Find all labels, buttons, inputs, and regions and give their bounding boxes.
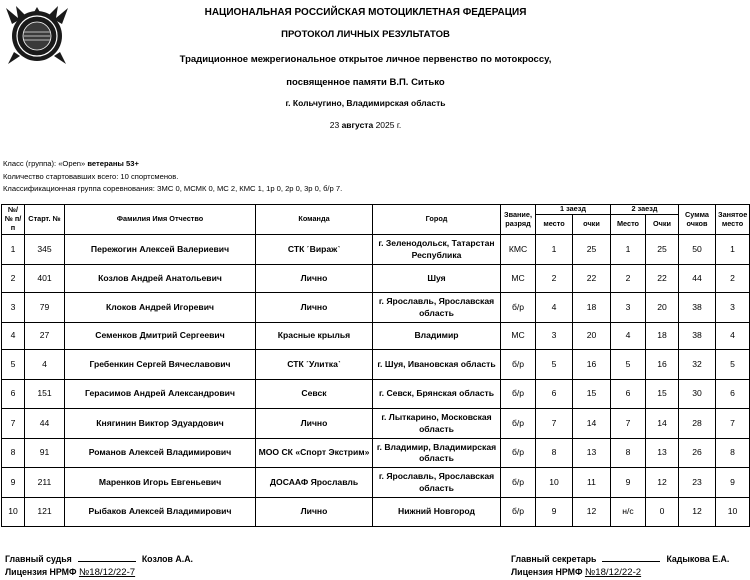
city-cell: г. Шуя, Ивановская область <box>373 350 501 380</box>
rank-cell: б/р <box>501 350 536 380</box>
city-cell: Нижний Новгород <box>373 498 501 527</box>
race1-place-cell: 3 <box>536 323 573 350</box>
header-team: Команда <box>256 205 373 235</box>
sum-points-cell: 28 <box>679 409 716 439</box>
row-number-cell: 8 <box>2 439 25 468</box>
final-place-cell: 10 <box>716 498 750 527</box>
race1-place-cell: 10 <box>536 468 573 498</box>
race2-place-cell: 3 <box>611 293 646 323</box>
rider-name-cell: Рыбаков Алексей Владимирович <box>65 498 256 527</box>
race2-place-cell: 4 <box>611 323 646 350</box>
secretary-license-label: Лицензия НРМФ <box>511 567 585 577</box>
city-cell: г. Лыткарино, Московская область <box>373 409 501 439</box>
start-number-cell: 401 <box>25 265 65 293</box>
event-location: г. Кольчугино, Владимирская область <box>285 98 446 108</box>
race1-place-cell: 8 <box>536 439 573 468</box>
race2-place-cell: 9 <box>611 468 646 498</box>
final-place-cell: 5 <box>716 350 750 380</box>
event-date <box>0 120 731 130</box>
rider-name-cell: Княгинин Виктор Эдуардович <box>65 409 256 439</box>
classification-group: Классификационная группа соревнования: ЗМС 0, МСМК 0, МС 2, КМС 1, 1р 0, 2р 0, 3р 0, б/р 7. <box>3 184 343 193</box>
race1-place-cell: 9 <box>536 498 573 527</box>
race1-points-cell: 22 <box>573 265 611 293</box>
header-race1-place: место <box>536 215 573 235</box>
date-year: 2025 г. <box>375 120 402 130</box>
race2-points-cell: 18 <box>646 323 679 350</box>
table-row <box>2 350 750 380</box>
start-number-cell: 121 <box>25 498 65 527</box>
judge-name: Козлов А.А. <box>141 554 193 564</box>
race2-points-cell: 13 <box>646 439 679 468</box>
header-final-place: Занятое место <box>716 205 750 235</box>
final-place-cell: 1 <box>716 235 750 265</box>
start-number-cell: 79 <box>25 293 65 323</box>
sum-points-cell: 26 <box>679 439 716 468</box>
rider-name-cell: Семенков Дмитрий Сергеевич <box>65 323 256 350</box>
row-number-cell: 1 <box>2 235 25 265</box>
race2-place-cell: 1 <box>611 235 646 265</box>
chief-judge-signature <box>5 553 193 564</box>
header-race2-points: Очки <box>646 215 679 235</box>
sum-points-cell: 38 <box>679 293 716 323</box>
rank-cell: б/р <box>501 380 536 409</box>
final-place-cell: 2 <box>716 265 750 293</box>
team-name-cell: ДОСААФ Ярославль <box>256 468 373 498</box>
header-nn: №/№ п/п <box>2 205 25 235</box>
federation-title: НАЦИОНАЛЬНАЯ РОССИЙСКАЯ МОТОЦИКЛЕТНАЯ ФЕДЕРАЦИЯ <box>204 7 527 18</box>
rank-cell: б/р <box>501 293 536 323</box>
class-prefix: Класс (группа): «Open» <box>3 159 88 168</box>
chief-secretary-signature <box>511 553 729 564</box>
judge-license-number: №18/12/22-7 <box>78 567 136 578</box>
race2-place-cell: 5 <box>611 350 646 380</box>
rank-cell: б/р <box>501 468 536 498</box>
sum-points-cell: 30 <box>679 380 716 409</box>
city-cell: г. Ярославль, Ярославская область <box>373 293 501 323</box>
final-place-cell: 3 <box>716 293 750 323</box>
city-cell: г. Ярославль, Ярославская область <box>373 468 501 498</box>
rider-name-cell: Гребенкин Сергей Вячеславович <box>65 350 256 380</box>
start-number-cell: 345 <box>25 235 65 265</box>
rank-cell: КМС <box>501 235 536 265</box>
race1-place-cell: 5 <box>536 350 573 380</box>
city-cell: г. Зеленодольск, Татарстан Республика <box>373 235 501 265</box>
rank-cell: МС <box>501 265 536 293</box>
rider-name-cell: Пережогин Алексей Валериевич <box>65 235 256 265</box>
start-number-cell: 91 <box>25 439 65 468</box>
table-row <box>2 498 750 527</box>
team-name-cell: Лично <box>256 498 373 527</box>
team-name-cell: Севск <box>256 380 373 409</box>
event-title-line2: посвященное памяти В.П. Ситько <box>286 77 445 88</box>
rider-name-cell: Романов Алексей Владимирович <box>65 439 256 468</box>
chief-secretary-license <box>511 567 641 578</box>
rider-name-cell: Герасимов Андрей Александрович <box>65 380 256 409</box>
city-cell: Шуя <box>373 265 501 293</box>
row-number-cell: 7 <box>2 409 25 439</box>
final-place-cell: 7 <box>716 409 750 439</box>
judge-license-label: Лицензия НРМФ <box>5 567 79 577</box>
row-number-cell: 9 <box>2 468 25 498</box>
class-value: ветераны 53+ <box>87 159 139 168</box>
race2-points-cell: 12 <box>646 468 679 498</box>
row-number-cell: 3 <box>2 293 25 323</box>
results-table <box>1 204 750 527</box>
city-cell: г. Севск, Брянская область <box>373 380 501 409</box>
header-city: Город <box>373 205 501 235</box>
start-number-cell: 4 <box>25 350 65 380</box>
row-number-cell: 2 <box>2 265 25 293</box>
race1-place-cell: 4 <box>536 293 573 323</box>
rank-cell: б/р <box>501 439 536 468</box>
rank-cell: б/р <box>501 409 536 439</box>
sum-points-cell: 44 <box>679 265 716 293</box>
sum-points-cell: 23 <box>679 468 716 498</box>
start-number-cell: 151 <box>25 380 65 409</box>
judge-signature-line <box>78 553 136 562</box>
team-name-cell: Лично <box>256 293 373 323</box>
start-number-cell: 44 <box>25 409 65 439</box>
row-number-cell: 6 <box>2 380 25 409</box>
race1-points-cell: 16 <box>573 350 611 380</box>
team-name-cell: СТК ˹Вираж˺ <box>256 235 373 265</box>
race2-points-cell: 14 <box>646 409 679 439</box>
city-cell: Владимир <box>373 323 501 350</box>
header-race2-place: Место <box>611 215 646 235</box>
race1-points-cell: 12 <box>573 498 611 527</box>
rider-name-cell: Маренков Игорь Евгеньевич <box>65 468 256 498</box>
race1-points-cell: 15 <box>573 380 611 409</box>
table-row <box>2 409 750 439</box>
secretary-label: Главный секретарь <box>511 554 597 564</box>
start-number-cell: 211 <box>25 468 65 498</box>
race1-points-cell: 25 <box>573 235 611 265</box>
sum-points-cell: 38 <box>679 323 716 350</box>
header-rank: Звание, разряд <box>501 205 536 235</box>
race1-points-cell: 18 <box>573 293 611 323</box>
date-day: 23 <box>329 120 340 130</box>
race2-points-cell: 22 <box>646 265 679 293</box>
secretary-name: Кадыкова Е.А. <box>666 554 730 564</box>
header-start-number: Старт. № <box>25 205 65 235</box>
race2-points-cell: 25 <box>646 235 679 265</box>
final-place-cell: 9 <box>716 468 750 498</box>
secretary-license-number: №18/12/22-2 <box>584 567 642 578</box>
race1-place-cell: 1 <box>536 235 573 265</box>
table-row <box>2 380 750 409</box>
header-race1-points: очки <box>573 215 611 235</box>
team-name-cell: Красные крылья <box>256 323 373 350</box>
event-title-line1: Традиционное межрегиональное открытое личное первенство по мотокроссу, <box>179 54 552 65</box>
header-race-1: 1 заезд <box>536 205 611 215</box>
header-sum-points: Сумма очков <box>679 205 716 235</box>
sum-points-cell: 12 <box>679 498 716 527</box>
row-number-cell: 5 <box>2 350 25 380</box>
race1-points-cell: 13 <box>573 439 611 468</box>
rider-name-cell: Козлов Андрей Анатольевич <box>65 265 256 293</box>
race2-points-cell: 0 <box>646 498 679 527</box>
header-race-2: 2 заезд <box>611 205 679 215</box>
race2-place-cell: 8 <box>611 439 646 468</box>
starters-count: Количество стартовавших всего: 10 спортсменов. <box>3 172 179 181</box>
row-number-cell: 4 <box>2 323 25 350</box>
race1-place-cell: 7 <box>536 409 573 439</box>
header-full-name: Фамилия Имя Отчество <box>65 205 256 235</box>
final-place-cell: 8 <box>716 439 750 468</box>
team-name-cell: Лично <box>256 409 373 439</box>
table-row <box>2 323 750 350</box>
rank-cell: б/р <box>501 498 536 527</box>
race1-place-cell: 2 <box>536 265 573 293</box>
sum-points-cell: 50 <box>679 235 716 265</box>
city-cell: г. Владимир, Владимирская область <box>373 439 501 468</box>
race2-place-cell: н/с <box>611 498 646 527</box>
team-name-cell: МОО СК «Спорт Экстрим» <box>256 439 373 468</box>
team-name-cell: СТК ˹Улитка˺ <box>256 350 373 380</box>
race1-place-cell: 6 <box>536 380 573 409</box>
secretary-signature-line <box>602 553 660 562</box>
team-name-cell: Лично <box>256 265 373 293</box>
race1-points-cell: 14 <box>573 409 611 439</box>
class-info <box>3 159 139 168</box>
table-row <box>2 235 750 265</box>
table-row <box>2 265 750 293</box>
judge-label: Главный судья <box>5 554 72 564</box>
race2-points-cell: 15 <box>646 380 679 409</box>
table-row <box>2 468 750 498</box>
table-row <box>2 293 750 323</box>
sum-points-cell: 32 <box>679 350 716 380</box>
rider-name-cell: Клоков Андрей Игоревич <box>65 293 256 323</box>
race2-place-cell: 7 <box>611 409 646 439</box>
final-place-cell: 6 <box>716 380 750 409</box>
race1-points-cell: 11 <box>573 468 611 498</box>
date-month: августа <box>341 120 374 130</box>
race2-place-cell: 2 <box>611 265 646 293</box>
race2-points-cell: 20 <box>646 293 679 323</box>
chief-judge-license <box>5 567 135 578</box>
race1-points-cell: 20 <box>573 323 611 350</box>
protocol-title: ПРОТОКОЛ ЛИЧНЫХ РЕЗУЛЬТАТОВ <box>281 29 450 40</box>
final-place-cell: 4 <box>716 323 750 350</box>
table-row <box>2 439 750 468</box>
start-number-cell: 27 <box>25 323 65 350</box>
row-number-cell: 10 <box>2 498 25 527</box>
race2-points-cell: 16 <box>646 350 679 380</box>
rank-cell: МС <box>501 323 536 350</box>
race2-place-cell: 6 <box>611 380 646 409</box>
